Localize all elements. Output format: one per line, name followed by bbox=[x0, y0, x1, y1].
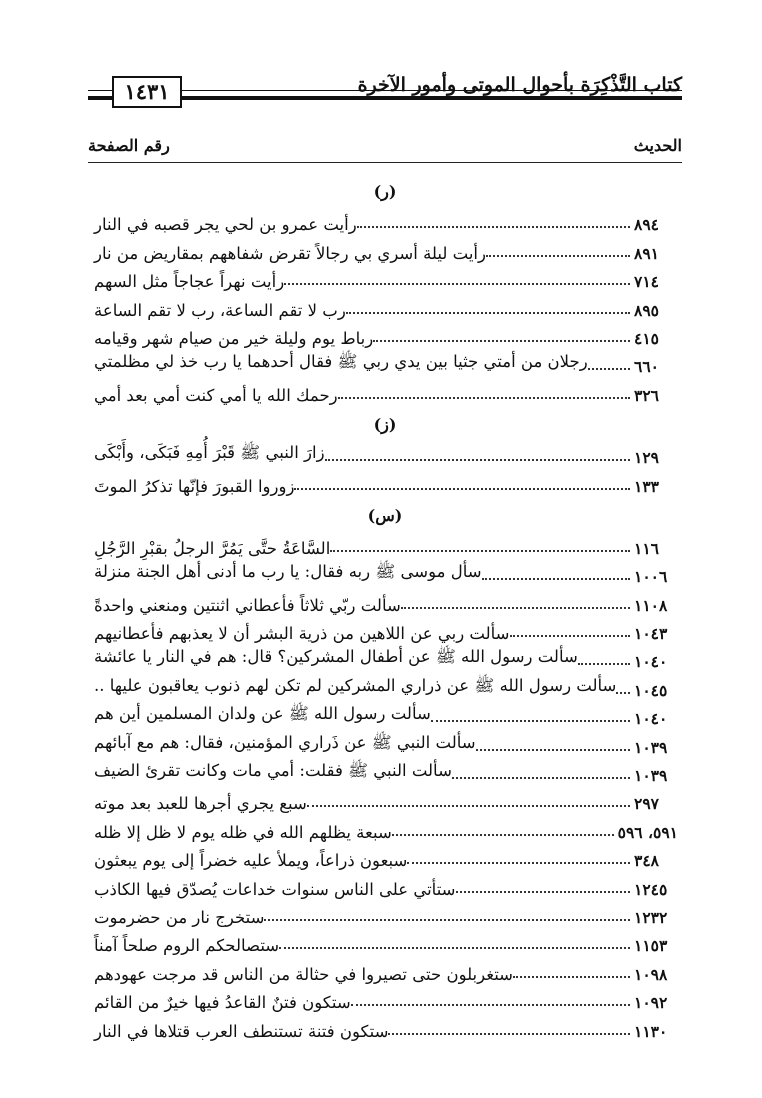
dot-leader bbox=[401, 607, 630, 609]
entry-page-number: ١٢٤٥ bbox=[634, 879, 668, 899]
entry-page-number: ١٠٤٠ bbox=[634, 652, 668, 672]
index-entry bbox=[88, 348, 682, 376]
index-entry bbox=[88, 376, 682, 404]
entry-page-number: ٤١٥ bbox=[634, 328, 659, 348]
index-entry bbox=[88, 899, 682, 927]
hadith-index bbox=[88, 178, 682, 1041]
dot-leader bbox=[264, 919, 630, 921]
book-title: كتاب التَّذْكِرَة بأحوال الموتى وأمور الآخرة bbox=[357, 74, 682, 96]
entry-text: ستأتي على الناس سنوات خداعات يُصدّق فيها الكاذب bbox=[94, 879, 456, 899]
section-letter: (ز) bbox=[373, 414, 397, 434]
dot-leader bbox=[578, 663, 630, 665]
entry-page-number: ١٠٩٨ bbox=[634, 964, 668, 984]
page-number: ١٤٣١ bbox=[112, 76, 182, 108]
entry-text: ستخرج نار من حضرموت bbox=[94, 907, 265, 927]
entry-page-number: ٣٢٦ bbox=[634, 385, 659, 405]
entry-text: ستكون فتنة تستنطف العرب قتلاها في النار bbox=[94, 1021, 389, 1041]
column-hadith: الحديث bbox=[633, 136, 682, 155]
index-entry bbox=[88, 615, 682, 643]
entry-page-number: ١٠٤٥ bbox=[634, 680, 668, 700]
dot-leader bbox=[357, 226, 630, 228]
index-entry bbox=[88, 671, 682, 699]
dot-leader bbox=[476, 749, 630, 751]
index-entry bbox=[88, 530, 682, 558]
entry-page-number: ١٠٤٣ bbox=[634, 624, 668, 644]
entry-text: السَّاعَةُ حتَّى يَمُرَّ الرجلُ بقبْرِ الرَّجُلِ bbox=[94, 538, 331, 558]
entry-text: رباط يوم وليلة خير من صيام شهر وقيامه bbox=[94, 328, 374, 348]
dot-leader bbox=[325, 459, 630, 461]
index-entry bbox=[88, 700, 682, 728]
entry-text: سبعون ذراعاً، ويملأ عليه خضراً إلى يوم يبعثون bbox=[94, 851, 408, 871]
index-entry bbox=[88, 785, 682, 813]
index-entry bbox=[88, 586, 682, 614]
section-letter: (س) bbox=[367, 505, 403, 525]
entry-page-number: ١٠٩٢ bbox=[634, 993, 668, 1013]
index-entry bbox=[88, 439, 682, 467]
entry-page-number: ٢٩٧ bbox=[634, 794, 659, 814]
dot-leader bbox=[307, 805, 630, 807]
entry-page-number: ٥٩١، ٥٩٦ bbox=[617, 822, 678, 842]
entry-page-number: ١٠٣٩ bbox=[634, 766, 668, 786]
entry-text: رجلان من أمتي جثيا بين يدي ربي ﷺ فقال أحدهما يا رب خذ لي مظلمتي bbox=[94, 352, 588, 372]
entry-text: سألت ربّي ثلاثاً فأعطاني اثنتين ومنعني واحدةً bbox=[94, 595, 401, 615]
index-entry bbox=[88, 643, 682, 671]
index-entry bbox=[88, 467, 682, 495]
dot-leader bbox=[388, 1033, 630, 1035]
entry-page-number: ١٠٠٦ bbox=[634, 567, 668, 587]
dot-leader bbox=[346, 312, 630, 314]
dot-leader bbox=[482, 578, 630, 580]
index-entry bbox=[88, 757, 682, 785]
entry-text: رأيت عمرو بن لحي يجر قصبه في النار bbox=[94, 215, 357, 235]
entry-text: رأيت نهراً عجاجاً مثل السهم bbox=[94, 272, 285, 292]
dot-leader bbox=[510, 635, 631, 637]
dot-leader bbox=[452, 777, 630, 779]
entry-text: سألت رسول الله ﷺ عن ولدان المسلمين أين هم bbox=[94, 704, 431, 724]
column-headers bbox=[88, 136, 682, 163]
dot-leader bbox=[456, 891, 630, 893]
entry-text: رب لا تقم الساعة، رب لا تقم الساعة bbox=[94, 300, 346, 320]
entry-text: ستصالحكم الروم صلحاً آمناً bbox=[94, 936, 280, 956]
running-head bbox=[88, 72, 682, 112]
index-entry bbox=[88, 870, 682, 898]
entry-text: ستغربلون حتى تصيروا في حثالة من الناس قد مرجت عهودهم bbox=[94, 964, 514, 984]
entry-page-number: ١٢٣٢ bbox=[634, 907, 668, 927]
entry-text: سأل موسى ﷺ ربه فقال: يا رب ما أدنى أهل الجنة منزلة bbox=[94, 562, 482, 582]
index-entry bbox=[88, 1012, 682, 1040]
entry-page-number: ١١٥٣ bbox=[634, 936, 668, 956]
index-entry bbox=[88, 291, 682, 319]
entry-text: زوروا القبورَ فإنّها تذكرُ الموتَ bbox=[94, 476, 295, 496]
dot-leader bbox=[616, 692, 630, 694]
entry-page-number: ٧١٤ bbox=[634, 272, 659, 292]
entry-page-number: ٨٩١ bbox=[634, 243, 659, 263]
entry-page-number: ١١٠٨ bbox=[634, 595, 668, 615]
entry-page-number: ٨٩٤ bbox=[634, 215, 659, 235]
dot-leader bbox=[330, 550, 630, 552]
dot-leader bbox=[486, 255, 630, 257]
entry-page-number: ١١٣٠ bbox=[634, 1021, 668, 1041]
entry-text: سألت رسول الله ﷺ عن أطفال المشركين؟ قال: هم في النار يا عائشة bbox=[94, 647, 578, 667]
column-page-number: رقم الصفحة bbox=[88, 136, 170, 155]
index-entry bbox=[88, 558, 682, 586]
dot-leader bbox=[351, 1004, 630, 1006]
dot-leader bbox=[284, 283, 630, 285]
entry-text: زارَ النبي ﷺ قَبْرَ أُمِهِ فَبَكَى، وأَبْكَى bbox=[94, 443, 325, 463]
entry-page-number: ١٠٣٩ bbox=[634, 737, 668, 757]
entry-text: رحمك الله يا أمي كنت أمي بعد أمي bbox=[94, 385, 338, 405]
index-entry bbox=[88, 842, 682, 870]
entry-page-number: ٣٤٨ bbox=[634, 851, 659, 871]
entry-page-number: ١١٦ bbox=[634, 538, 659, 558]
entry-text: سبع يجري أجرها للعبد بعد موته bbox=[94, 794, 307, 814]
entry-text: سألت النبي ﷺ فقلت: أمي مات وكانت تقرئ الضيف bbox=[94, 761, 452, 781]
entry-text: سبعة يظلهم الله في ظله يوم لا ظل إلا ظله bbox=[94, 822, 392, 842]
dot-leader bbox=[392, 834, 614, 836]
dot-leader bbox=[279, 947, 630, 949]
entry-page-number: ١٢٩ bbox=[634, 448, 659, 468]
dot-leader bbox=[407, 862, 630, 864]
dot-leader bbox=[373, 340, 630, 342]
entry-page-number: ١٣٣ bbox=[634, 476, 659, 496]
entry-page-number: ١٠٤٠ bbox=[634, 709, 668, 729]
entry-page-number: ٦٦٠ bbox=[634, 357, 659, 377]
index-entry bbox=[88, 927, 682, 955]
dot-leader bbox=[513, 976, 630, 978]
entry-text: سألت ربي عن اللاهين من ذرية البشر أن لا يعذبهم فأعطانيهم bbox=[94, 624, 510, 644]
index-entry bbox=[88, 234, 682, 262]
entry-page-number: ٨٩٥ bbox=[634, 300, 659, 320]
entry-text: رأيت ليلة أسري بي رجالاً تقرض شفاههم بمقاريض من نار bbox=[94, 243, 486, 263]
dot-leader bbox=[294, 488, 630, 490]
dot-leader bbox=[588, 368, 630, 370]
index-entry bbox=[88, 206, 682, 234]
entry-text: ستكون فتنٌ القاعدُ فيها خيرٌ من القائم bbox=[94, 993, 351, 1013]
section-letter: (ر) bbox=[373, 182, 397, 201]
index-entry bbox=[88, 263, 682, 291]
index-entry bbox=[88, 728, 682, 756]
dot-leader bbox=[431, 720, 630, 722]
index-entry bbox=[88, 984, 682, 1012]
index-entry bbox=[88, 320, 682, 348]
dot-leader bbox=[338, 397, 630, 399]
index-entry bbox=[88, 813, 682, 841]
index-entry bbox=[88, 955, 682, 983]
entry-text: سألت رسول الله ﷺ عن ذراري المشركين لم تكن لهم ذنوب يعاقبون عليها .. bbox=[94, 675, 617, 695]
entry-text: سألت النبي ﷺ عن ذَراري المؤمنين، فقال: هم مع آبائهم bbox=[94, 732, 476, 752]
